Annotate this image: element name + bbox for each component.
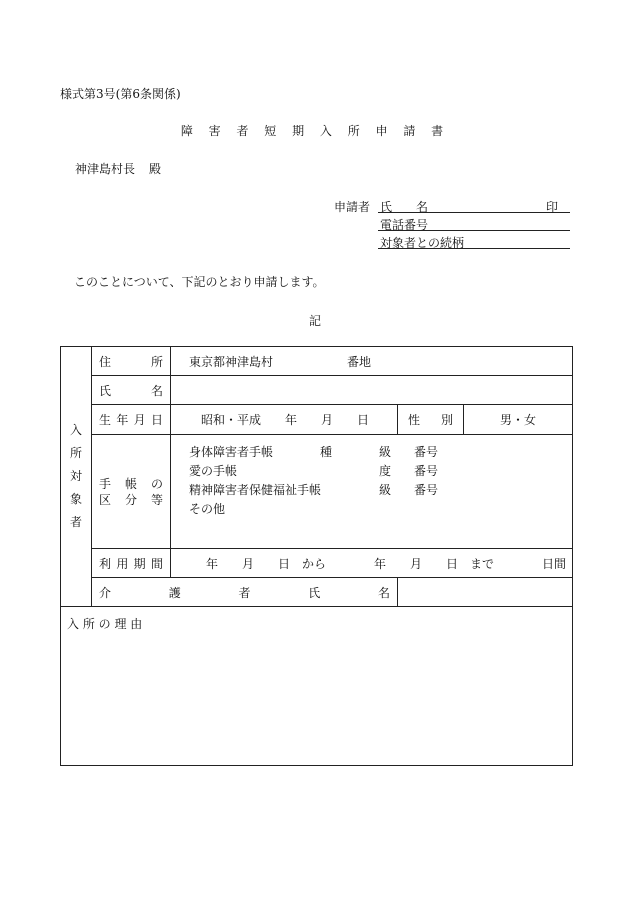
subject-char: 入 bbox=[69, 423, 82, 437]
caregiver-value[interactable] bbox=[398, 578, 573, 607]
ki-heading: 記 bbox=[308, 314, 321, 328]
address-label: 住 所 bbox=[92, 347, 171, 376]
notebook-row bbox=[61, 435, 573, 549]
notebook-label bbox=[92, 435, 171, 549]
dob-row bbox=[61, 405, 573, 435]
application-table bbox=[60, 346, 573, 766]
notebook-label-line1: 手帳の bbox=[99, 476, 163, 491]
subject-char: 象 bbox=[69, 492, 82, 506]
notebook-item: 精神障害者保健福祉手帳 級 番号 bbox=[189, 483, 439, 497]
period-label: 利用期間 bbox=[92, 549, 171, 578]
caregiver-row bbox=[61, 578, 573, 607]
address-value[interactable] bbox=[171, 347, 573, 376]
reason-label: 入 所 の 理 由 bbox=[67, 617, 143, 631]
applicant-name-label: 氏 名 bbox=[380, 200, 429, 214]
applicant-label: 申請者 bbox=[334, 200, 371, 214]
applicant-phone-label: 電話番号 bbox=[380, 218, 429, 232]
subject-char: 者 bbox=[69, 515, 82, 529]
notebook-item: 愛の手帳 度 番号 bbox=[189, 464, 439, 478]
gender-label: 性 別 bbox=[398, 405, 464, 435]
name-value[interactable] bbox=[171, 376, 573, 405]
subject-char: 対 bbox=[69, 469, 82, 483]
applicant-relation-label: 対象者との続柄 bbox=[380, 236, 465, 250]
subject-label bbox=[61, 347, 92, 607]
notebook-item: その他 bbox=[189, 502, 226, 516]
period-value[interactable]: 年 月 日 から 年 月 日 まで 日間 bbox=[171, 549, 573, 578]
subject-char: 所 bbox=[69, 446, 82, 460]
name-label: 氏 名 bbox=[92, 376, 171, 405]
address-row bbox=[61, 347, 573, 376]
address-prefix: 東京都神津島村 bbox=[189, 354, 274, 369]
reason-box[interactable] bbox=[61, 607, 573, 766]
form-number: 様式第3号(第6条関係) bbox=[60, 87, 181, 101]
caregiver-label: 介護者氏名 bbox=[92, 578, 398, 607]
form-title: 障 害 者 短 期 入 所 申 請 書 bbox=[180, 124, 450, 138]
applicant-phone-field[interactable] bbox=[378, 216, 570, 231]
notebook-list[interactable] bbox=[171, 435, 573, 549]
addressee bbox=[75, 160, 161, 177]
dob-value[interactable]: 昭和・平成 年 月 日 bbox=[171, 405, 398, 435]
gender-value[interactable]: 男・女 bbox=[464, 405, 573, 435]
period-row bbox=[61, 549, 573, 578]
notebook-item: 身体障害者手帳 種 級 番号 bbox=[189, 445, 439, 459]
name-row bbox=[61, 376, 573, 405]
reason-row bbox=[61, 607, 573, 766]
seal-mark: 印 bbox=[546, 200, 559, 214]
applicant-name-field[interactable] bbox=[378, 198, 570, 213]
address-suffix: 番地 bbox=[347, 354, 372, 369]
addressee-name: 神津島村長 bbox=[75, 162, 136, 176]
notebook-label-line2: 区分等 bbox=[99, 492, 163, 507]
addressee-honorific: 殿 bbox=[149, 162, 162, 176]
applicant-relation-field[interactable] bbox=[378, 234, 570, 249]
dob-label: 生年月日 bbox=[92, 405, 171, 435]
intro-text: このことについて、下記のとおり申請します。 bbox=[74, 275, 325, 289]
